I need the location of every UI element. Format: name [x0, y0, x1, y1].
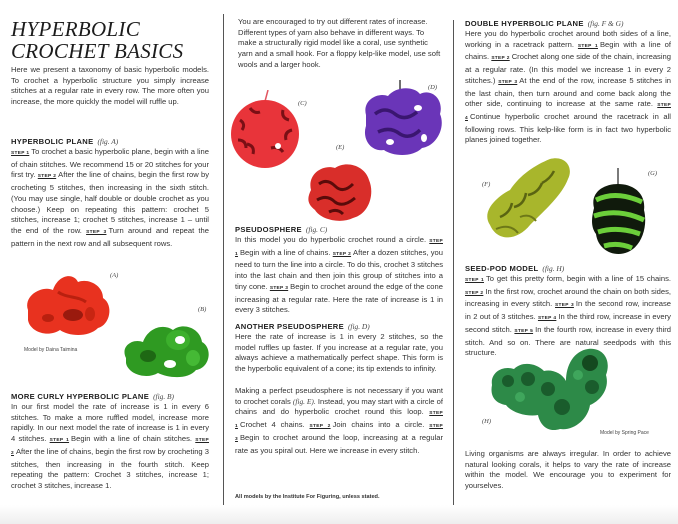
- fig-ref: (fig. E).: [292, 396, 316, 406]
- step-label: STEP 3: [269, 285, 289, 291]
- pseudosphere-text: [235, 235, 443, 316]
- figure-c-photo: [228, 90, 308, 170]
- figure-d-photo: [360, 80, 444, 160]
- figure-g-label: (G): [648, 170, 658, 177]
- step-text: In the second row, increase in 2 out of 3 stitches.: [465, 299, 671, 322]
- step-label: STEP 4: [465, 103, 671, 121]
- figure-c-label: (C): [298, 100, 307, 107]
- step-text: After a dozen stitches, you need to turn the line into a circle. To do this, crochet 3 stitches into the last chain and then join this group of stitches into a tiny cone.: [235, 247, 443, 291]
- step-text: In the fourth row, increase in every third stitch. And so on. There are natural seedpods with this structure.: [465, 324, 671, 358]
- title-line: CROCHET BASICS: [11, 39, 184, 63]
- step-text: Begin with a line of chains.: [465, 39, 671, 62]
- step-text: Begin to crochet around the edge of the cone increasing at a regular rate. Here the rate of increase is 1 in every 3 stitches.: [235, 281, 443, 315]
- closing-paragraph: Living organisms are always irregular. In order to achieve natural looking corals, it helps to vary the rate of increase within the model. We encourage you to experiment for yourselves.: [465, 449, 671, 491]
- coral-intro: Instead, you may start with a circle of chains and do hyperbolic crochet round this loop.: [235, 396, 443, 417]
- step-text: Turn around and repeat the pattern in the next row and all subsequent rows.: [11, 225, 209, 248]
- step-text: To get this pretty form, begin with a line of 15 chains.: [485, 274, 671, 283]
- step-text: After the line of chains, begin the first row by crocheting 5 stitches, then increasing in the sixth stitch. (You may use single, half double or double crochet as you choose.) Keep on repeating this pattern: crochet 5 stitches, increase 1; crochet 5 stitches, increase 1 – until the end of the row.: [11, 170, 209, 235]
- step-label: STEP 2: [309, 424, 331, 430]
- step-label: STEP 2: [491, 56, 510, 62]
- page-title: [11, 18, 183, 62]
- step-label: STEP 3: [555, 303, 574, 309]
- figure-b-photo: [118, 318, 213, 380]
- hyperbolic-plane-text: [11, 147, 209, 249]
- fig-ref: (fig. A): [97, 137, 119, 146]
- step-label: STEP 1: [235, 411, 443, 430]
- figure-a-photo: [18, 270, 118, 345]
- figure-a-label: (A): [110, 272, 119, 279]
- step-text: After the line of chains, begin the first row by crocheting 3 stitches, then increasing in the fourth stitch. Keep repeating the pattern: Crochet 3 stitches, increase 1; crochet 3 stitches, increase 1.: [11, 446, 209, 490]
- step-label: STEP 2: [332, 251, 352, 257]
- fig-ref: (fig. H): [542, 264, 565, 273]
- step-label: STEP 3: [235, 424, 443, 442]
- step-label: STEP 1: [235, 239, 443, 257]
- step-label: STEP 3: [86, 229, 107, 235]
- step-text: In the first row, crochet around the chain on both sides, increasing in every stitch.: [465, 286, 671, 309]
- coral-intro: Making a perfect pseudosphere is not necessary if you want to crochet corals: [235, 386, 443, 406]
- title-line: HYPERBOLIC: [11, 17, 140, 41]
- figure-h-photo: [488, 345, 613, 433]
- double-plane-text: [465, 29, 671, 146]
- section-intro: Here you do hyperbolic crochet around both sides of a line, working in a racetrack pattern.: [465, 29, 671, 49]
- step-text: At the end of the row, increase 5 stitches in the last chain, then turn around and come back along the other side, continuing to increase at the same rate.: [465, 75, 671, 109]
- section-heading-another-pseudosphere: [235, 322, 370, 331]
- step-text: In the third row, increase in every second stitch.: [465, 312, 671, 334]
- heading-text: SEED-POD MODEL: [465, 264, 539, 273]
- heading-text: ANOTHER PSEUDOSPHERE: [235, 322, 344, 331]
- step-text: To crochet a basic hyperbolic plane, begin with a line of chain stitches. We recommend 15 or 20 stitches for your first try.: [11, 147, 209, 180]
- figure-b-label: (B): [198, 306, 207, 313]
- figure-d-label: (D): [428, 84, 438, 91]
- step-label: STEP 2: [465, 290, 484, 296]
- figure-a-credit: Model by Daina Taimina: [24, 347, 78, 353]
- step-label: STEP 1: [49, 438, 70, 444]
- section-heading-pseudosphere: [235, 225, 327, 234]
- figure-e-photo: [305, 160, 375, 222]
- section-heading-hyperbolic-plane: [11, 137, 118, 146]
- step-text: Begin with a line of chain stitches.: [71, 434, 192, 444]
- step-label: STEP 1: [465, 278, 484, 283]
- figure-h-label: (H): [482, 418, 492, 425]
- step-text: Crochet 4 chains.: [239, 420, 305, 430]
- footer-note: All models by the Institute For Figuring, unless stated.: [235, 494, 380, 500]
- heading-text: DOUBLE HYPERBOLIC PLANE: [465, 19, 584, 28]
- heading-text: HYPERBOLIC PLANE: [11, 137, 94, 146]
- coral-paragraph: [235, 386, 443, 456]
- step-text: Continue hyperbolic crochet around the racetrack in all following rows. This kelp-like form is in fact two hyperbolic planes joined together.: [465, 111, 671, 145]
- more-curly-text: [11, 402, 209, 492]
- step-label: STEP 1: [577, 43, 598, 49]
- step-text: Begin with a line of chains.: [239, 247, 331, 257]
- step-label: STEP 1: [11, 151, 30, 156]
- section-heading-double-plane: [465, 19, 623, 28]
- figure-h-credit: Model by Spring Pace: [600, 430, 649, 436]
- fig-ref: (fig. B): [153, 392, 174, 401]
- figure-f-label: (F): [482, 181, 491, 188]
- step-label: STEP 4: [537, 316, 557, 322]
- step-label: STEP 2: [37, 174, 57, 180]
- step-label: STEP 5: [514, 328, 534, 334]
- step-text: Crochet along one side of the chain, increasing at a regular rate. (In this model we increase 1 in every 2 stitches.): [465, 52, 671, 85]
- fig-ref: (fig. F & G): [587, 19, 624, 28]
- section-heading-more-curly: [11, 392, 174, 401]
- encourage-paragraph: You are encouraged to try out different rates of increase. Different types of yarn also behave in different ways. To make a structurally rigid model like a coral, use synthetic yarn and a small hook. For a floppy kelp-like model, use soft wools and a larger hook.: [238, 17, 441, 69]
- fig-ref: (fig. C): [305, 225, 328, 234]
- section-intro: In our first model the rate of increase is 1 in every 6 stitches. To make a more ruffled model, increase more rapidly. In our next model the rate of increase is 1 in every 4 stitches.: [11, 402, 209, 444]
- section-heading-seed-pod: [465, 264, 564, 273]
- fig-ref: (fig. D): [347, 322, 370, 331]
- heading-text: MORE CURLY HYPERBOLIC PLANE: [11, 392, 150, 401]
- step-label: STEP 2: [11, 438, 209, 456]
- another-pseudosphere-text: Here the rate of increase is 1 in every 2 stitches, so the model ruffles up faster. If you increase at a regular rate, you always achieve a mathematically perfect shape. This form is the hyperbolic equivalent of a cone; its tip extends to infinity.: [235, 332, 443, 374]
- step-label: STEP 3: [498, 79, 518, 85]
- heading-text: PSEUDOSPHERE: [235, 225, 302, 234]
- column-divider: [453, 20, 454, 506]
- figure-e-label: (E): [336, 144, 345, 151]
- section-intro: In this model you do hyperbolic crochet round a circle.: [235, 235, 427, 244]
- figure-f-photo: [480, 155, 575, 245]
- page-bottom-shadow: [0, 505, 678, 524]
- step-text: Begin to crochet around the loop, increasing at a regular rate as you spiral out. Here we increase in every stitch.: [235, 432, 443, 455]
- step-text: Join chains into a circle.: [332, 420, 425, 430]
- intro-paragraph: Here we present a taxonomy of basic hyperbolic models. To crochet a hyperbolic structure you simply increase stitches at a regular rate in every row. The more often you increase, the more quickly the model will ruffle up.: [11, 65, 209, 107]
- column-divider: [223, 14, 224, 508]
- figure-g-photo: [588, 168, 650, 258]
